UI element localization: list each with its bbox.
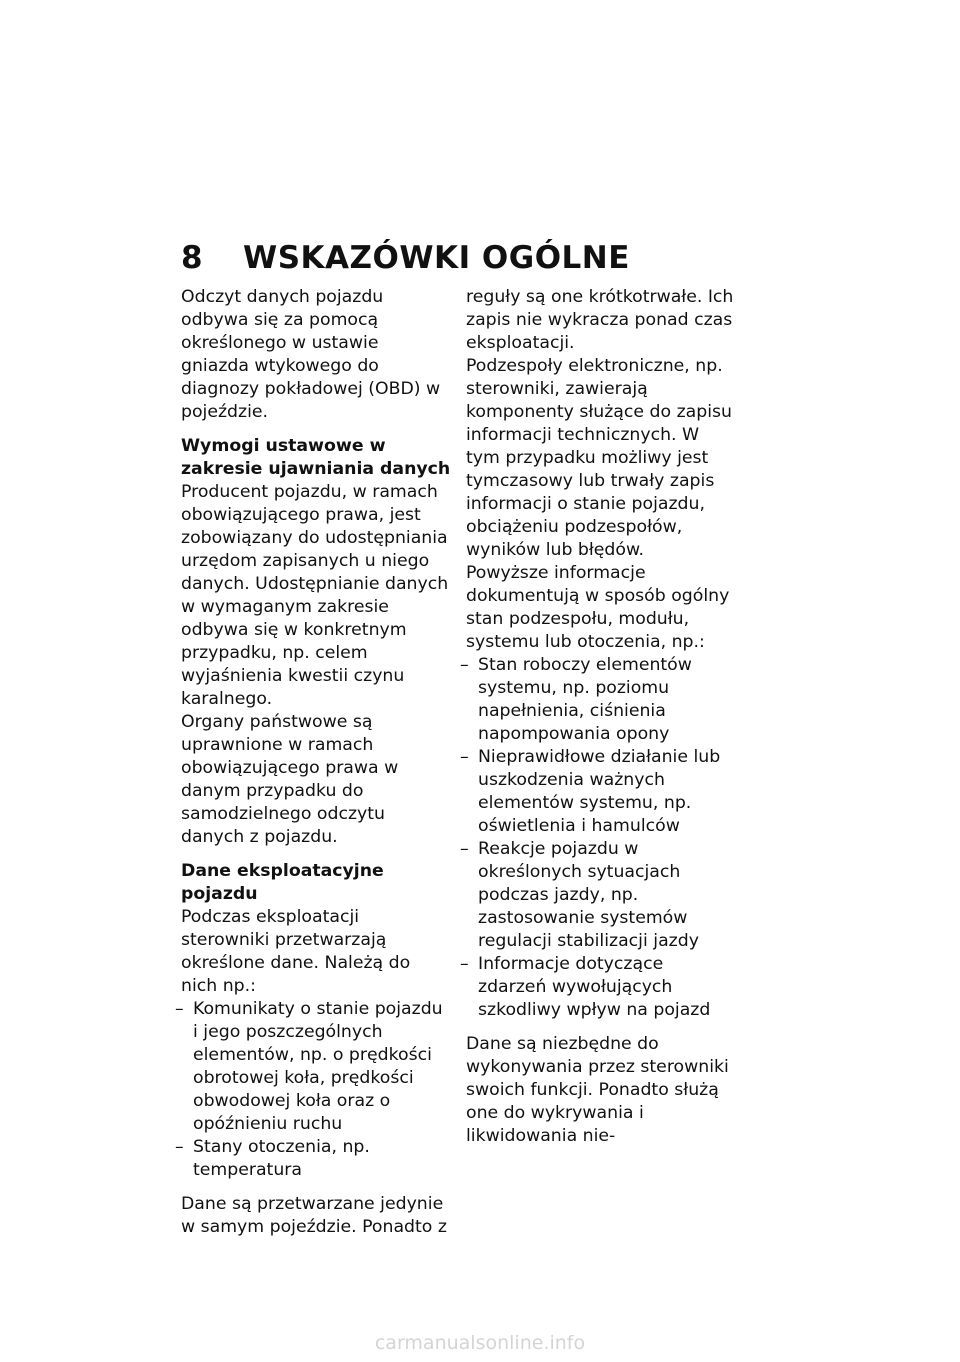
chapter-title: WSKAZÓWKI OGÓLNE [243, 240, 630, 276]
list-item-text: Komunikaty o stanie pojazdu i jego poszczególnych elementów, np. o prędkości obrotowej koła, prędkości obwodowej koła oraz o opóźnieniu ruchu [193, 999, 443, 1134]
paragraph: Podczas eksploatacji sterowniki przetwarzają określone dane. Należą do nich np.: [181, 907, 411, 996]
dash-bullet: – [175, 999, 184, 1019]
left-column [175, 286, 451, 1239]
paragraph: Dane są przetwarzane jedynie w samym pojeździe. Ponadto z [181, 1194, 447, 1237]
list-item [460, 746, 736, 838]
paragraph: Podzespoły elektroniczne, np. sterowniki, zawierają komponenty służące do zapisu informacji technicznych. W tym przypadku możliwy jest tymczasowy lub trwały zapis informacji o stanie pojazdu, obciążeniu podzespołów, wyników lub błędów. [466, 356, 732, 560]
watermark: carmanualsonline.info [374, 1332, 586, 1354]
list-item [460, 953, 736, 1022]
dash-bullet: – [460, 954, 469, 974]
paragraph: Dane są niezbędne do wykonywania przez sterowniki swoich funkcji. Ponadto służą one do wykrywania i likwidowania nie- [466, 1034, 729, 1146]
section-heading-operational: Dane eksploatacyjne pojazdu [181, 861, 384, 904]
section-heading-legal: Wymogi ustawowe w zakresie ujawniania danych [181, 436, 451, 479]
list-item [175, 998, 451, 1136]
dash-bullet: – [175, 1137, 184, 1157]
right-column [460, 286, 736, 1148]
list-item [460, 654, 736, 746]
list-item [460, 838, 736, 953]
intro-paragraph: Odczyt danych pojazdu odbywa się za pomocą określonego w ustawie gniazda wtykowego do diagnozy pokładowej (OBD) w pojeździe. [181, 287, 441, 422]
dash-bullet: – [460, 747, 469, 767]
chapter-heading [181, 240, 630, 276]
list-item-text: Stan roboczy elementów systemu, np. poziomu napełnienia, ciśnienia napompowania opony [478, 655, 692, 744]
list-item [175, 1136, 451, 1182]
paragraph: Producent pojazdu, w ramach obowiązującego prawa, jest zobowiązany do udostępniania urzędom zapisanych u niego danych. Udostępnianie danych w wymaganym zakresie odbywa się w konkretnym przypadku, np. celem wyjaśnienia kwestii czynu karalnego. [181, 482, 449, 709]
list-item-text: Informacje dotyczące zdarzeń wywołujących szkodliwy wpływ na pojazd [478, 954, 711, 1020]
list-item-text: Reakcje pojazdu w określonych sytuacjach podczas jazdy, np. zastosowanie systemów regulacji stabilizacji jazdy [478, 839, 699, 951]
bullet-list [175, 998, 451, 1182]
list-item-text: Nieprawidłowe działanie lub uszkodzenia ważnych elementów systemu, np. oświetlenia i hamulców [478, 747, 721, 836]
paragraph: Powyższe informacje dokumentują w sposób ogólny stan podzespołu, modułu, systemu lub otoczenia, np.: [466, 563, 730, 652]
list-item-text: Stany otoczenia, np. temperatura [193, 1137, 370, 1180]
chapter-number: 8 [181, 240, 204, 276]
bullet-list [460, 654, 736, 1022]
paragraph: Organy państwowe są uprawnione w ramach obowiązującego prawa w danym przypadku do samodzielnego odczytu danych z pojazdu. [181, 712, 399, 847]
paragraph: reguły są one krótkotrwałe. Ich zapis nie wykracza ponad czas eksploatacji. [466, 287, 734, 353]
dash-bullet: – [460, 839, 469, 859]
dash-bullet: – [460, 655, 469, 675]
